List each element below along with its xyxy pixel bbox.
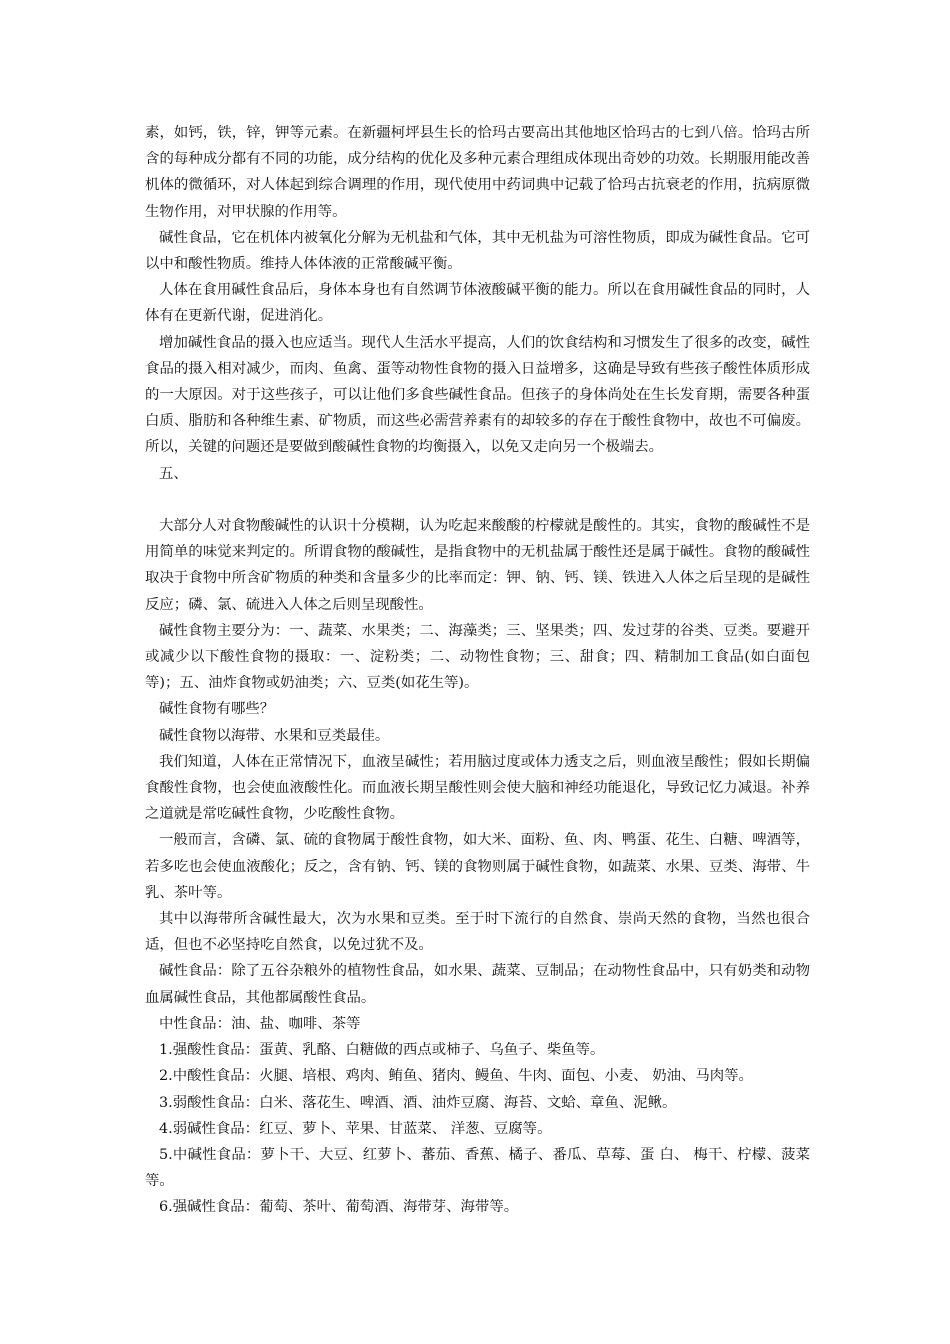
- list-item-strong-alkaline: 6.强碱性食品：葡萄、茶叶、葡萄酒、海带芽、海带等。: [159, 1199, 519, 1216]
- list-item-weak-alkaline: 4.弱碱性食品：红豆、萝卜、苹果、甘蓝菜、 洋葱、豆腐等。: [159, 1120, 552, 1137]
- list-item-strong-acid: 1.强酸性食品：蛋黄、乳酪、白糖做的西点或柿子、乌鱼子、柴鱼等。: [159, 1042, 605, 1059]
- paragraph-chamagu-elements: 素，如钙，铁，锌，钾等元素。在新疆柯坪县生长的恰玛古要高出其他地区恰玛古的七到八倍。恰玛古所含的每种成分都有不同的功能，成分结构的优化及多种元素合理组成体现出奇妙的功效。长期服用能改善机体的微循环，对人体起到综合调理的作用，现代使用中药词典中记载了恰玛古抗衰老的作用，抗病原微生物作用，对甲状腺的作用等。: [145, 125, 810, 220]
- paragraph-blood-ph: 我们知道，人体在正常情况下，血液呈碱性；若用脑过度或体力透支之后，则血液呈酸性；假如长期偏食酸性食物，也会使血液酸性化。而血液长期呈酸性则会使大脑和神经功能退化，导致记忆力减退。补养之道就是常吃碱性食物，少吃酸性食物。: [145, 753, 810, 823]
- paragraph-best-alkaline: 碱性食物以海带、水果和豆类最佳。: [159, 727, 390, 744]
- list-item-medium-alkaline: 5.中碱性食品：萝卜干、大豆、红萝卜、蕃茄、香蕉、橘子、番瓜、草莓、蛋 白、 梅干、柠檬、菠菜等。: [145, 1146, 810, 1190]
- paragraph-acid-base-misconception: 大部分人对食物酸碱性的认识十分模糊，认为吃起来酸酸的柠檬就是酸性的。其实，食物的酸碱性不是用简单的味觉来判定的。所谓食物的酸碱性，是指食物中的无机盐属于酸性还是属于碱性。食物的酸碱性取决于食物中所含矿物质的种类和含量多少的比率而定：钾、钠、钙、镁、铁进入人体之后呈现的是碱性反应；磷、氯、硫进入人体之后则呈现酸性。: [145, 518, 810, 613]
- paragraph-food-categories: 碱性食物主要分为：一、蔬菜、水果类；二、海藻类；三、坚果类；四、发过芽的谷类、豆类。要避开或减少以下酸性食物的摄取：一、淀粉类；二、动物性食物；三、甜食；四、精制加工食品(如白面包等)；五、油炸食物或奶油类；六、豆类(如花生等)。: [145, 622, 810, 692]
- paragraph-generally-speaking: 一般而言，含磷、氯、硫的食物属于酸性食物，如大米、面粉、鱼、肉、鸭蛋、花生、白糖、啤酒等，若多吃也会使血液酸化；反之，含有钠、钙、镁的食物则属于碱性食物，如蔬菜、水果、豆类、海带、牛乳、茶叶等。: [145, 832, 810, 901]
- document-body: [145, 120, 810, 1221]
- paragraph-neutral-foods: 中性食品：油、盐、咖啡、茶等: [159, 1015, 361, 1032]
- blank-line: [145, 487, 810, 513]
- list-item-medium-acid: 2.中酸性食品：火腿、培根、鸡肉、鲔鱼、猪肉、鳗鱼、牛肉、面包、小麦、 奶油、马肉等。: [159, 1068, 753, 1085]
- paragraph-alkaline-food-definition: 碱性食品，它在机体内被氧化分解为无机盐和气体，其中无机盐为可溶性物质，即成为碱性食品。它可以中和酸性物质。维持人体体液的正常酸碱平衡。: [145, 229, 810, 273]
- paragraph-alkaline-foods-list: 碱性食品：除了五谷杂粮外的植物性食品，如水果、蔬菜、豆制品；在动物性食品中，只有奶类和动物血属碱性食品，其他都属酸性食品。: [145, 963, 810, 1006]
- list-item-weak-acid: 3.弱酸性食品：白米、落花生、啤酒、酒、油炸豆腐、海苔、文蛤、章鱼、泥鳅。: [159, 1094, 677, 1111]
- section-heading-five: 五、: [159, 465, 188, 482]
- paragraph-body-regulation: 人体在食用碱性食品后，身体本身也有自然调节体液酸碱平衡的能力。所以在食用碱性食品的同时，人体有在更新代谢，促进消化。: [145, 282, 810, 325]
- paragraph-intake-balance: 增加碱性食品的摄入也应适当。现代人生活水平提高，人们的饮食结构和习惯发生了很多的改变，碱性食品的摄入相对减少，而肉、鱼禽、蛋等动物性食物的摄入日益增多，这确是导致有些孩子酸性体质形成的一大原因。对于这些孩子，可以让他们多食些碱性食品。但孩子的身体尚处在生长发育期，需要各种蛋白质、脂肪和各种维生素、矿物质，而这些必需营养素有的却较多的存在于酸性食物中，故也不可偏废。所以，关键的问题还是要做到酸碱性食物的均衡摄入，以免又走向另一个极端去。: [145, 334, 810, 456]
- paragraph-question: 碱性食物有哪些？: [159, 701, 275, 718]
- paragraph-kelp-most-alkaline: 其中以海带所含碱性最大，次为水果和豆类。至于时下流行的自然食、崇尚天然的食物，当然也很合适，但也不必坚持吃自然食，以免过犹不及。: [145, 911, 810, 954]
